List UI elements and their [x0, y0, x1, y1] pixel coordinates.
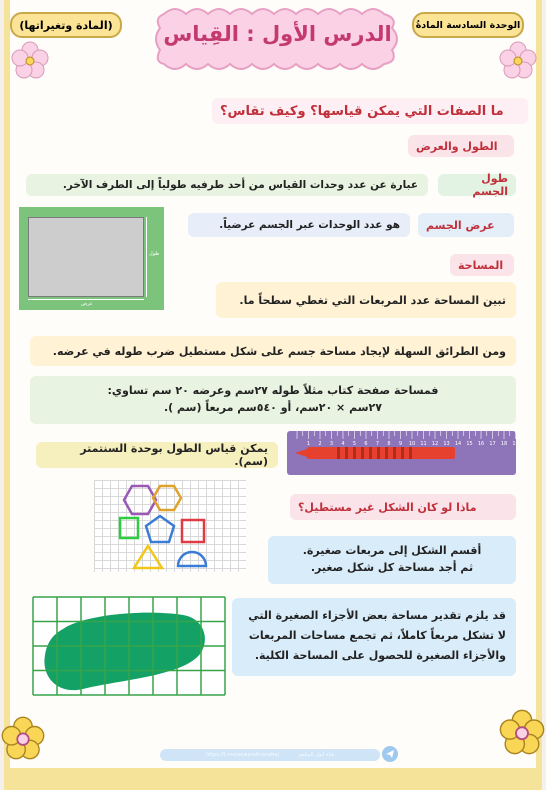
ruler-number: 2 [318, 441, 322, 447]
ruler-number: 15 [466, 441, 473, 447]
width-dimension-line [28, 299, 144, 300]
ruler-number: 3 [329, 441, 334, 447]
lesson-title: الدرس الأول : القِياس [163, 22, 392, 46]
crayon-tip [295, 449, 307, 457]
ruler-number: 12 [431, 441, 439, 447]
ruler-number: 10 [408, 441, 416, 447]
triangle-shape [134, 546, 162, 568]
flower-decoration-bottom-right [498, 708, 546, 756]
footer-link-bar[interactable] [160, 749, 380, 761]
non-rectangle-question: ماذا لو كان الشكل غير مستطيل؟ [290, 494, 516, 520]
topic-label: (المادة وتغيراتها) [10, 12, 122, 38]
length-width-heading: الطول والعرض [408, 135, 514, 157]
divide-line-1: أقسم الشكل إلى مربعات صغيرة. [302, 544, 482, 557]
length-dimension-label: طول [149, 251, 160, 257]
ruler-note: يمكن قياس الطول بوحدة السنتمتر (سم). [36, 442, 278, 468]
irregular-shape-grid [33, 597, 225, 695]
area-definition: تبين المساحة عدد المربعات التي تغطي سطحاً ما. [216, 282, 516, 318]
semicircle-shape [178, 552, 206, 566]
unit-label: الوحدة السادسة المادةُ [412, 12, 524, 38]
ruler-number: 5 [352, 441, 357, 447]
estimate-line-1: قد يلزم تقدير مساحة بعض الأجزاء الصغيرة التي [248, 609, 506, 622]
ruler-number: 11 [420, 441, 427, 447]
ruler-number: 9 [398, 441, 403, 447]
ruler-number: 6 [364, 441, 368, 447]
easy-method-note: ومن الطرائق السهلة لإيجاد مساحة جسم على شكل مستطيل ضرب طوله في عرضه. [30, 336, 516, 366]
ruler-number: 14 [454, 441, 462, 447]
footer-link-text[interactable]: https://t.me/anwaralmanahej [206, 752, 279, 758]
divide-line-2: ثم أجد مساحة كل شكل صغير. [310, 561, 474, 574]
rectangle-figure [19, 207, 164, 310]
ruler-number: 16 [477, 441, 485, 447]
estimate-line-2: لا تشكل مربعاً كاملاً، ثم تجمع مساحات المربعات [248, 629, 506, 642]
ruler-number: 13 [443, 441, 450, 447]
ruler-number: 18 [500, 441, 508, 447]
footer-channel-text: قناة أنوار المناهج [298, 752, 334, 758]
pentagon-shape [146, 516, 174, 542]
rectangle-inner [28, 217, 144, 297]
ruler-number: 4 [341, 441, 345, 447]
square-shape [182, 520, 204, 542]
ruler-image [287, 431, 519, 475]
ruler-number: 1 [306, 441, 311, 447]
estimate-area-note [232, 598, 516, 676]
estimate-line-3: والأجزاء الصغيرة للحصول على المساحة الكلية. [254, 649, 506, 662]
length-dimension-line [146, 217, 147, 297]
divide-shape-note [268, 536, 516, 584]
paper-plane-icon [385, 749, 395, 759]
shapes-grid-image [94, 480, 246, 572]
flower-decoration-bottom-left [0, 715, 46, 761]
hexagon-shape [124, 486, 156, 514]
body-width-term: عرض الجسم [418, 213, 514, 237]
ruler-number: 7 [375, 441, 380, 447]
question-heading: ما الصفات التي يمكن قياسها؟ وكيف تقاس؟ [212, 98, 528, 124]
body-length-term: طول الجسم [438, 174, 516, 196]
flower-decoration-top-left [10, 40, 50, 80]
area-example-box [30, 376, 516, 424]
width-dimension-label: عرض [81, 301, 93, 307]
area-example-line-1: فمساحة صفحة كتاب مثلاً طوله ٢٧سم وعرضه ٢٠ سم تساوي: [107, 384, 439, 397]
hexagon-shape-small [153, 486, 181, 510]
flower-decoration-top-right [498, 40, 538, 80]
body-width-definition: هو عدد الوحدات عبر الجسم عرضياً. [188, 213, 410, 237]
ruler-number: 8 [387, 441, 391, 447]
grid-blob-drawing [33, 597, 225, 695]
lesson-title-banner [150, 4, 405, 74]
crayon [307, 447, 455, 459]
rectangle-shape [120, 518, 138, 538]
geometric-shapes [94, 480, 246, 572]
ruler-number: 17 [489, 441, 496, 447]
ruler-number: 19 [512, 441, 519, 447]
telegram-icon[interactable] [382, 746, 398, 762]
body-length-definition: عبارة عن عدد وحدات القياس من أحد طرفيه طولياً إلى الطرف الآخر. [26, 174, 428, 196]
irregular-blob-shape [44, 613, 204, 690]
area-example-line-2: ٢٧سم × ٢٠سم، أو ٥٤٠سم مربعاً (سم ). [164, 401, 382, 414]
area-heading: المساحة [450, 254, 514, 276]
